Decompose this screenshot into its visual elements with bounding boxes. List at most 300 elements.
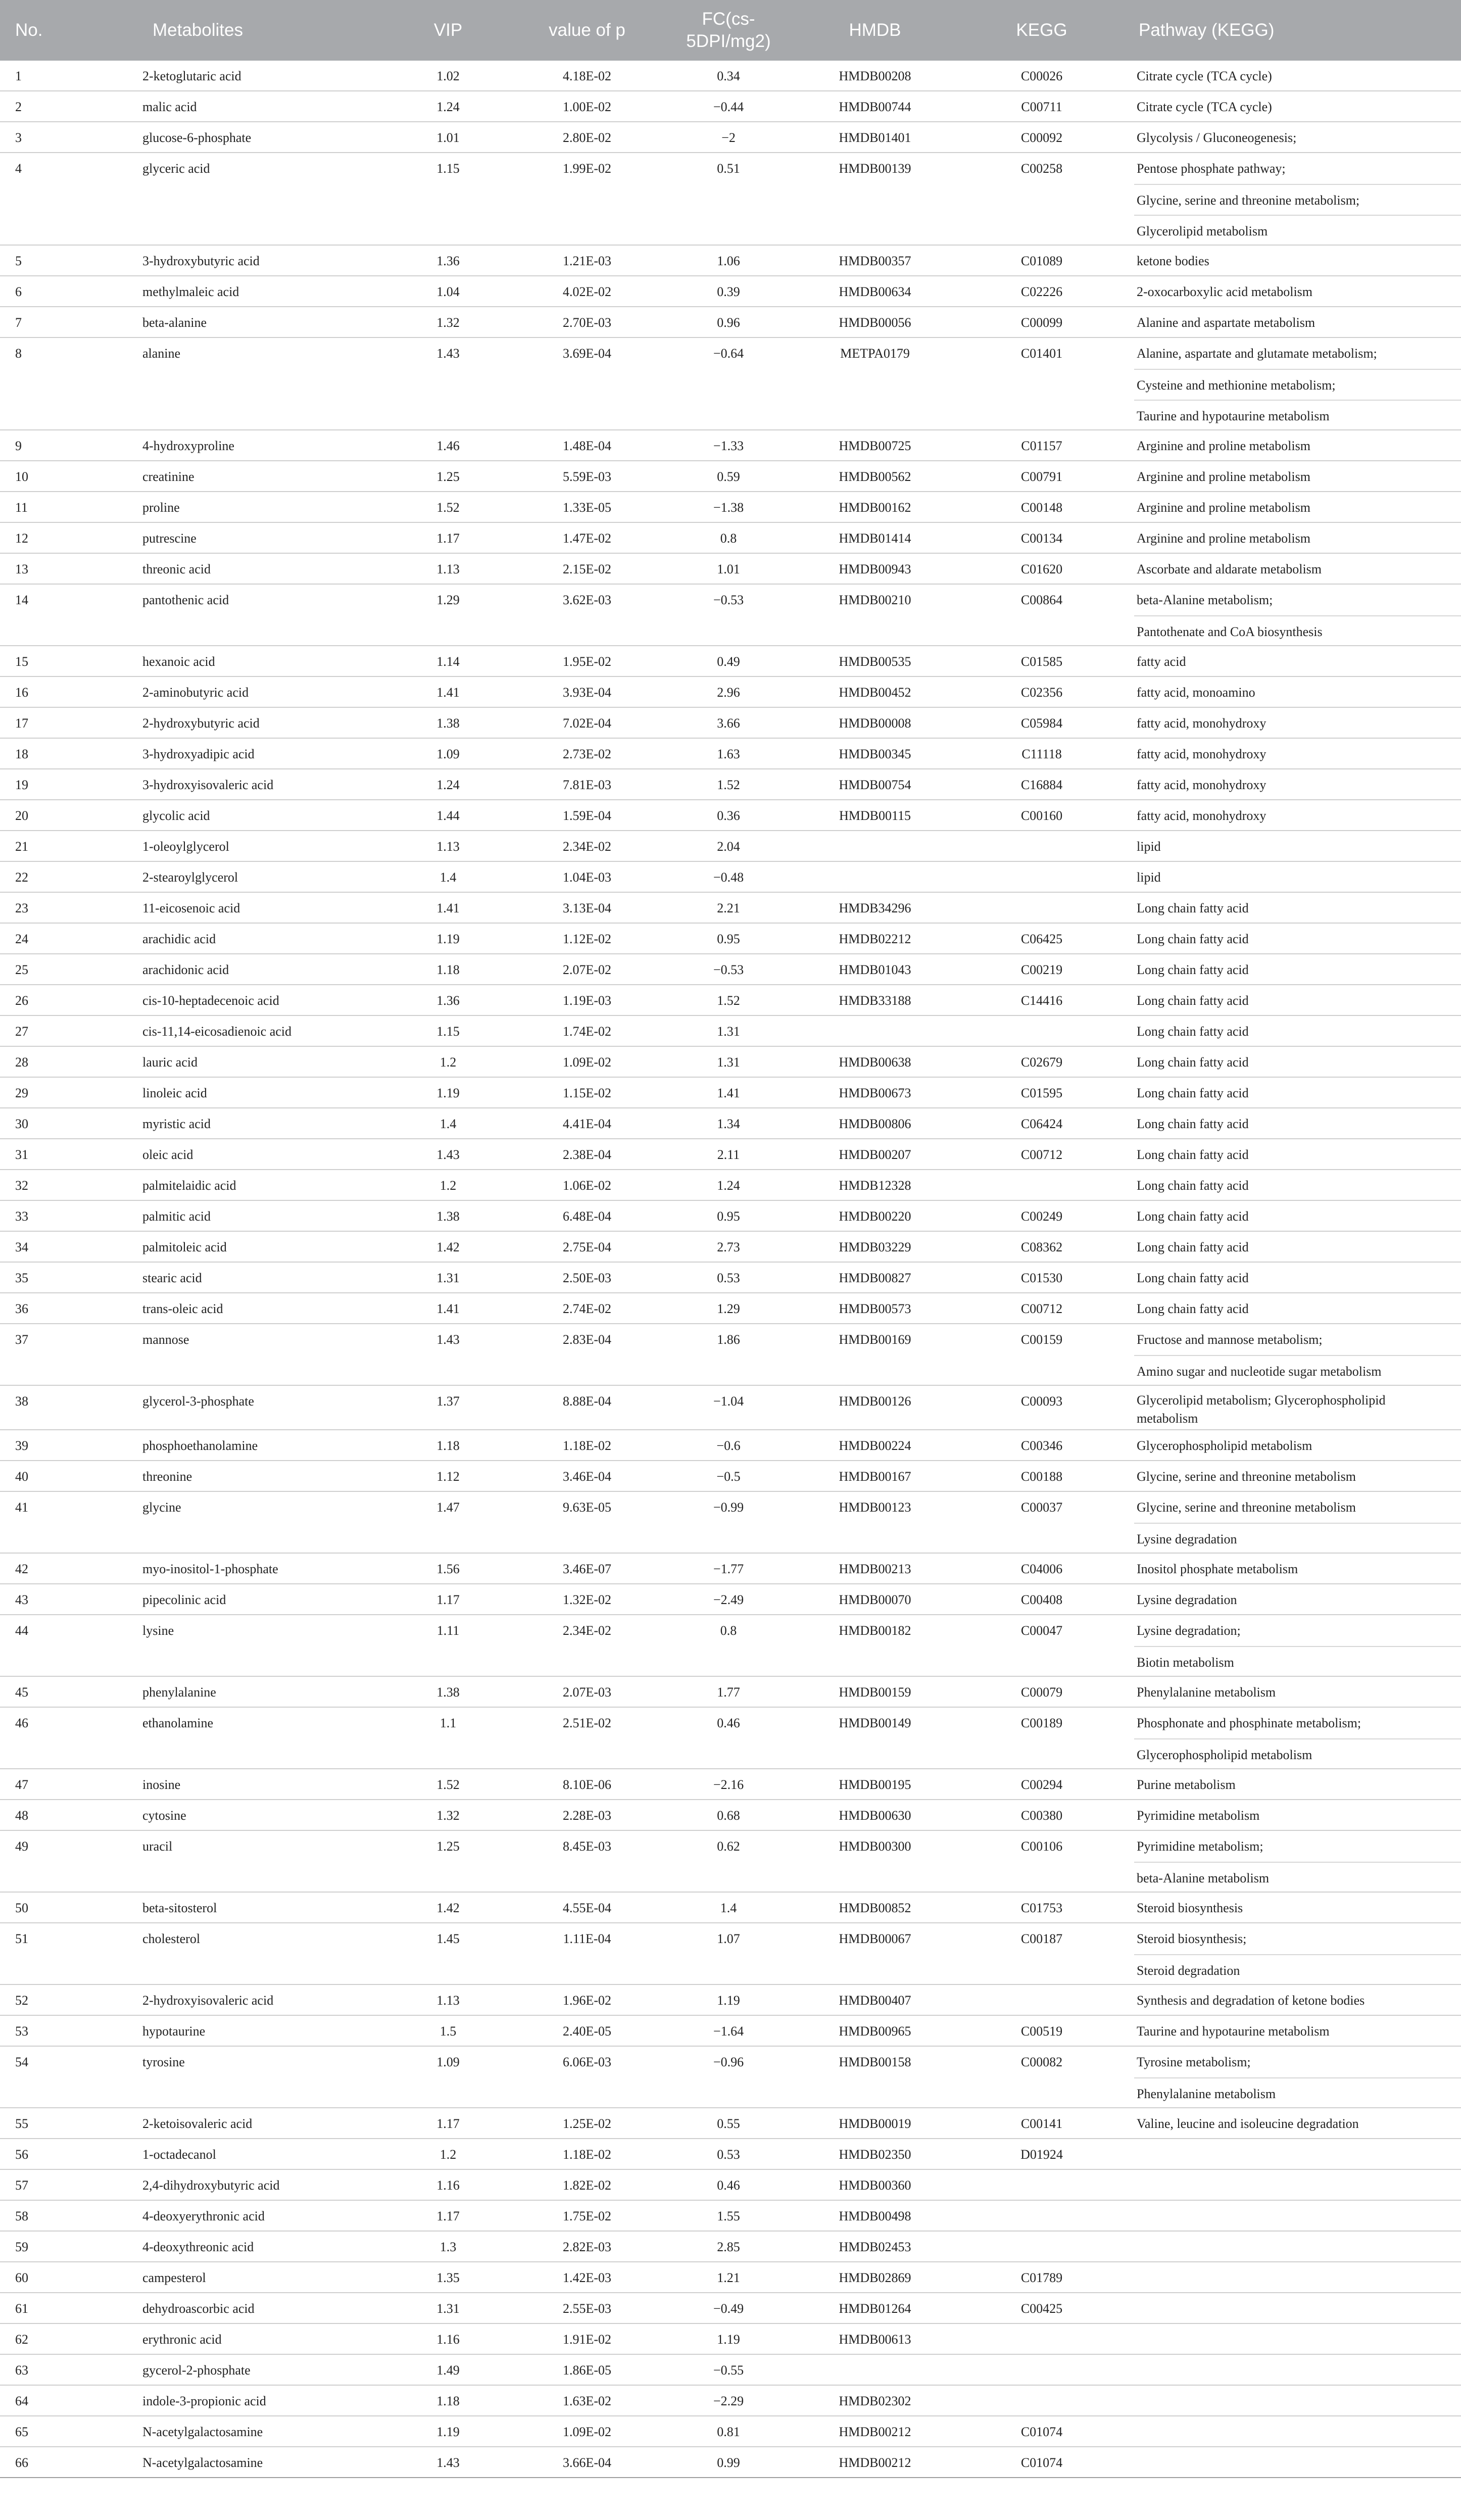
col-header-metabolites: Metabolites [153, 20, 243, 40]
cell-name: cholesterol [142, 1931, 201, 1946]
cell-fc: 0.68 [717, 1808, 740, 1823]
table-row [0, 246, 1461, 276]
cell-fc: 1.19 [717, 1993, 740, 2008]
cell-kegg: C00864 [1020, 593, 1063, 607]
cell-p: 2.83E-04 [562, 1332, 612, 1347]
cell-name: inosine [142, 1777, 181, 1792]
cell-p: 1.32E-02 [562, 1592, 612, 1607]
cell-no: 12 [15, 531, 28, 546]
cell-hmdb: HMDB00162 [839, 500, 911, 515]
cell-no: 61 [15, 2301, 28, 2316]
cell-pathway [1134, 1108, 1461, 1139]
pathway-entry: Inositol phosphate metabolism [1137, 1562, 1298, 1576]
cell-fc: −1.04 [713, 1394, 744, 1409]
cell-name: glycine [142, 1500, 181, 1515]
cell-kegg: C00159 [1020, 1332, 1063, 1347]
cell-p: 2.34E-02 [562, 839, 612, 854]
cell-name: palmitoleic acid [142, 1240, 227, 1254]
cell-hmdb: HMDB33188 [839, 993, 911, 1008]
cell-vip: 1.13 [436, 839, 460, 854]
pathway-entry: Purine metabolism [1137, 1777, 1236, 1792]
cell-name: cytosine [142, 1808, 186, 1823]
cell-vip: 1.2 [440, 1055, 457, 1070]
cell-p: 8.10E-06 [562, 1777, 612, 1792]
cell-vip: 1.43 [436, 1147, 460, 1162]
cell-p: 1.06E-02 [562, 1178, 612, 1193]
pathway-entry: Citrate cycle (TCA cycle) [1137, 100, 1272, 114]
cell-pathway [1134, 1492, 1461, 1554]
table-row [0, 2139, 1461, 2170]
cell-name: lysine [142, 1623, 174, 1638]
cell-fc: 1.06 [717, 254, 740, 268]
cell-no: 22 [15, 870, 28, 885]
cell-vip: 1.5 [440, 2024, 457, 2039]
cell-vip: 1.12 [436, 1469, 460, 1484]
cell-pathway [1134, 677, 1461, 708]
cell-name: 11-eicosenoic acid [142, 901, 240, 915]
table-row [0, 523, 1461, 554]
pathway-entry: Pyrimidine metabolism [1137, 1808, 1260, 1823]
cell-hmdb: HMDB00123 [839, 1500, 911, 1515]
cell-kegg: C00106 [1020, 1839, 1063, 1854]
cell-p: 1.00E-02 [562, 100, 612, 114]
cell-vip: 1.15 [436, 161, 460, 176]
cell-hmdb: HMDB00212 [839, 2455, 911, 2470]
cell-fc: 0.51 [717, 161, 740, 176]
cell-name: erythronic acid [142, 2332, 222, 2347]
cell-vip: 1.42 [436, 1901, 460, 1915]
cell-fc: −2.16 [713, 1777, 744, 1792]
cell-kegg: C01089 [1020, 254, 1063, 268]
cell-fc: 3.66 [717, 716, 740, 731]
cell-no: 19 [15, 778, 28, 792]
pathway-entry: 2-oxocarboxylic acid metabolism [1137, 284, 1313, 299]
cell-kegg: C01595 [1020, 1086, 1063, 1100]
table-row [0, 1923, 1461, 1985]
cell-fc: 2.21 [717, 901, 740, 915]
cell-pathway [1134, 800, 1461, 831]
cell-p: 8.88E-04 [562, 1394, 612, 1409]
pathway-entry: Long chain fatty acid [1137, 1178, 1249, 1193]
cell-pathway [1134, 2016, 1461, 2047]
cell-name: methylmaleic acid [142, 284, 239, 299]
cell-no: 40 [15, 1469, 28, 1484]
table-row [0, 430, 1461, 461]
table-row [0, 769, 1461, 800]
cell-name: N-acetylgalactosamine [142, 2425, 263, 2439]
cell-pathway [1134, 61, 1461, 91]
pathway-entry: Lysine degradation [1137, 1592, 1237, 1607]
cell-p: 1.95E-02 [562, 654, 612, 669]
cell-vip: 1.01 [436, 130, 460, 145]
cell-p: 2.40E-05 [562, 2024, 612, 2039]
cell-pathway [1134, 1615, 1461, 1677]
cell-pathway [1134, 1232, 1461, 1263]
pathway-entry [1134, 2262, 1461, 2293]
cell-name: creatinine [142, 469, 194, 484]
cell-vip: 1.36 [436, 254, 460, 268]
cell-name: 1-octadecanol [142, 2147, 216, 2162]
table-row [0, 2324, 1461, 2355]
cell-fc: 1.41 [717, 1086, 740, 1100]
cell-no: 41 [15, 1500, 28, 1515]
cell-vip: 1.32 [436, 315, 460, 330]
cell-kegg: C00791 [1020, 469, 1063, 484]
cell-fc: −0.53 [713, 962, 744, 977]
pathway-entry: Lysine degradation; [1137, 1623, 1241, 1638]
cell-hmdb: HMDB00207 [839, 1147, 911, 1162]
cell-fc: 2.11 [717, 1147, 740, 1162]
table-row [0, 954, 1461, 985]
table-row [0, 1293, 1461, 1324]
cell-pathway [1134, 461, 1461, 492]
cell-no: 7 [15, 315, 22, 330]
cell-kegg: C00134 [1020, 531, 1063, 546]
cell-hmdb: HMDB00126 [839, 1394, 911, 1409]
pathway-entry: beta-Alanine metabolism [1134, 1862, 1461, 1893]
cell-kegg: C00187 [1020, 1931, 1063, 1946]
table-row [0, 1677, 1461, 1708]
cell-pathway [1134, 430, 1461, 461]
pathway-entry: Long chain fatty acid [1137, 1024, 1249, 1039]
cell-fc: 1.24 [717, 1178, 740, 1193]
cell-no: 4 [15, 161, 22, 176]
pathway-entry: ketone bodies [1137, 254, 1209, 268]
cell-hmdb: HMDB00208 [839, 69, 911, 83]
cell-pathway [1134, 1985, 1461, 2016]
cell-hmdb: HMDB00634 [839, 284, 911, 299]
cell-p: 2.73E-02 [562, 747, 612, 761]
cell-fc: −1.64 [713, 2024, 744, 2039]
cell-p: 1.19E-03 [562, 993, 612, 1008]
cell-vip: 1.38 [436, 1209, 460, 1224]
cell-pathway [1134, 1078, 1461, 1108]
pathway-entry [1134, 2170, 1461, 2201]
cell-fc: 1.31 [717, 1024, 740, 1039]
cell-no: 49 [15, 1839, 28, 1854]
cell-pathway [1134, 554, 1461, 585]
cell-name: palmitelaidic acid [142, 1178, 236, 1193]
cell-vip: 1.16 [436, 2178, 460, 2193]
pathway-entry: Glycolysis / Gluconeogenesis; [1137, 130, 1297, 145]
cell-name: malic acid [142, 100, 197, 114]
pathway-entry: Long chain fatty acid [1137, 1271, 1249, 1285]
cell-vip: 1.25 [436, 469, 460, 484]
table-row [0, 1893, 1461, 1923]
cell-hmdb: HMDB00630 [839, 1808, 911, 1823]
cell-fc: 2.85 [717, 2240, 740, 2254]
cell-fc: 1.52 [717, 778, 740, 792]
pathway-entry [1134, 2355, 1461, 2386]
cell-no: 8 [15, 346, 22, 361]
cell-fc: 0.8 [720, 1623, 737, 1638]
cell-no: 28 [15, 1055, 28, 1070]
table-row [0, 1584, 1461, 1615]
cell-kegg: C14416 [1020, 993, 1063, 1008]
pathway-entry: fatty acid [1137, 654, 1186, 669]
cell-vip: 1.4 [440, 870, 457, 885]
cell-fc: 1.31 [717, 1055, 740, 1070]
table-row [0, 2170, 1461, 2201]
cell-name: glucose-6-phosphate [142, 130, 252, 145]
table-row [0, 2262, 1461, 2293]
cell-p: 1.96E-02 [562, 1993, 612, 2008]
table-row [0, 2447, 1461, 2478]
cell-kegg: C08362 [1020, 1240, 1063, 1254]
pathway-entry: Synthesis and degradation of ketone bodies [1137, 1993, 1365, 2008]
pathway-entry: Biotin metabolism [1134, 1646, 1461, 1677]
cell-p: 1.86E-05 [562, 2363, 612, 2378]
cell-fc: −1.77 [713, 1562, 744, 1576]
pathway-entry: Pyrimidine metabolism; [1137, 1839, 1263, 1854]
cell-hmdb: HMDB02350 [839, 2147, 911, 2162]
cell-vip: 1.25 [436, 1839, 460, 1854]
cell-p: 8.45E-03 [562, 1839, 612, 1854]
cell-hmdb: HMDB00210 [839, 593, 911, 607]
cell-p: 7.02E-04 [562, 716, 612, 731]
cell-name: 3-hydroxyisovaleric acid [142, 778, 274, 792]
cell-name: 2-aminobutyric acid [142, 685, 249, 700]
cell-p: 3.69E-04 [562, 346, 612, 361]
cell-name: arachidic acid [142, 932, 216, 946]
cell-name: 4-deoxyerythronic acid [142, 2209, 265, 2223]
cell-kegg: C00148 [1020, 500, 1063, 515]
cell-fc: −0.53 [713, 593, 744, 607]
cell-hmdb: HMDB34296 [839, 901, 911, 915]
cell-fc: 1.86 [717, 1332, 740, 1347]
cell-fc: 0.99 [717, 2455, 740, 2470]
pathway-entry: Long chain fatty acid [1137, 1117, 1249, 1131]
cell-pathway [1134, 646, 1461, 677]
pathway-entry: fatty acid, monohydroxy [1137, 778, 1267, 792]
cell-fc: 0.34 [717, 69, 740, 83]
cell-pathway [1134, 307, 1461, 338]
pathway-entry: Long chain fatty acid [1137, 1209, 1249, 1224]
cell-kegg: C00408 [1020, 1592, 1063, 1607]
cell-name: hexanoic acid [142, 654, 215, 669]
cell-pathway [1134, 1047, 1461, 1078]
cell-no: 54 [15, 2055, 28, 2069]
cell-vip: 1.36 [436, 993, 460, 1008]
cell-vip: 1.1 [440, 1716, 457, 1730]
cell-kegg: C01789 [1020, 2270, 1063, 2285]
cell-name: N-acetylgalactosamine [142, 2455, 263, 2470]
cell-pathway [1134, 2232, 1461, 2262]
cell-p: 3.93E-04 [562, 685, 612, 700]
col-header-no: No. [15, 20, 43, 40]
cell-vip: 1.17 [436, 2209, 460, 2223]
pathway-entry: Pentose phosphate pathway; [1137, 161, 1286, 176]
cell-kegg: C00093 [1020, 1394, 1063, 1409]
cell-fc: 0.53 [717, 1271, 740, 1285]
table-row [0, 122, 1461, 153]
table-header [0, 0, 1461, 61]
cell-hmdb: HMDB00613 [839, 2332, 911, 2347]
cell-hmdb: HMDB00300 [839, 1839, 911, 1854]
cell-kegg: C01401 [1020, 346, 1063, 361]
cell-p: 1.09E-02 [562, 2425, 612, 2439]
cell-vip: 1.02 [436, 69, 460, 83]
pathway-entry [1134, 2416, 1461, 2447]
cell-no: 47 [15, 1777, 28, 1792]
cell-hmdb: HMDB01414 [839, 531, 911, 546]
cell-pathway [1134, 739, 1461, 769]
col-header-hmdb: HMDB [849, 20, 901, 40]
table-row [0, 1108, 1461, 1139]
cell-name: myo-inositol-1-phosphate [142, 1562, 278, 1576]
cell-pathway [1134, 153, 1461, 246]
cell-p: 3.46E-04 [562, 1469, 612, 1484]
cell-fc: −0.96 [713, 2055, 744, 2069]
cell-name: gycerol-2-phosphate [142, 2363, 251, 2378]
cell-p: 2.55E-03 [562, 2301, 612, 2316]
pathway-entry: fatty acid, monohydroxy [1137, 716, 1267, 731]
cell-pathway [1134, 1170, 1461, 1201]
col-header-pathway: Pathway (KEGG) [1139, 20, 1275, 40]
cell-vip: 1.35 [436, 2270, 460, 2285]
cell-fc: −0.49 [713, 2301, 744, 2316]
cell-hmdb: HMDB00008 [839, 716, 911, 731]
cell-pathway [1134, 2108, 1461, 2139]
pathway-entry: Long chain fatty acid [1137, 962, 1249, 977]
cell-name: threonic acid [142, 562, 211, 576]
pathway-entry: fatty acid, monoamino [1137, 685, 1255, 700]
cell-no: 31 [15, 1147, 28, 1162]
cell-pathway [1134, 1893, 1461, 1923]
cell-vip: 1.37 [436, 1394, 460, 1409]
cell-pathway [1134, 893, 1461, 924]
table-row [0, 1263, 1461, 1293]
cell-p: 2.07E-02 [562, 962, 612, 977]
cell-hmdb: HMDB00212 [839, 2425, 911, 2439]
table-row [0, 862, 1461, 893]
cell-hmdb: HMDB00224 [839, 1438, 911, 1453]
cell-name: lauric acid [142, 1055, 198, 1070]
cell-vip: 1.2 [440, 2147, 457, 2162]
cell-hmdb: HMDB00965 [839, 2024, 911, 2039]
cell-p: 4.02E-02 [562, 284, 612, 299]
cell-hmdb: HMDB00827 [839, 1271, 911, 1285]
cell-pathway [1134, 1139, 1461, 1170]
cell-pathway [1134, 1293, 1461, 1324]
cell-name: uracil [142, 1839, 173, 1854]
pathway-entry: Long chain fatty acid [1137, 1301, 1249, 1316]
cell-hmdb: HMDB00725 [839, 439, 911, 453]
cell-no: 62 [15, 2332, 28, 2347]
cell-hmdb: HMDB00213 [839, 1562, 911, 1576]
cell-fc: 0.49 [717, 654, 740, 669]
cell-hmdb: HMDB00345 [839, 747, 911, 761]
cell-fc: 0.96 [717, 315, 740, 330]
pathway-entry: Long chain fatty acid [1137, 1240, 1249, 1254]
cell-fc: 1.55 [717, 2209, 740, 2223]
pathway-entry: lipid [1137, 870, 1161, 885]
cell-p: 1.74E-02 [562, 1024, 612, 1039]
cell-hmdb: HMDB00943 [839, 562, 911, 576]
cell-kegg: C02226 [1020, 284, 1063, 299]
cell-pathway [1134, 1386, 1461, 1428]
cell-kegg: C00188 [1020, 1469, 1063, 1484]
cell-name: beta-sitosterol [142, 1901, 217, 1915]
pathway-entry: Citrate cycle (TCA cycle) [1137, 69, 1272, 83]
pathway-entry: Phenylalanine metabolism [1137, 1685, 1276, 1700]
cell-no: 42 [15, 1562, 28, 1576]
cell-pathway [1134, 924, 1461, 954]
cell-name: 3-hydroxybutyric acid [142, 254, 260, 268]
cell-kegg: C01530 [1020, 1271, 1063, 1285]
cell-hmdb: METPA0179 [840, 346, 910, 361]
cell-kegg: C00141 [1020, 2116, 1063, 2131]
cell-no: 23 [15, 901, 28, 915]
cell-no: 44 [15, 1623, 28, 1638]
cell-fc: −0.99 [713, 1500, 744, 1515]
cell-hmdb: HMDB00562 [839, 469, 911, 484]
cell-hmdb: HMDB02212 [839, 932, 911, 946]
cell-vip: 1.24 [436, 778, 460, 792]
cell-pathway [1134, 2170, 1461, 2201]
cell-hmdb: HMDB00638 [839, 1055, 911, 1070]
cell-hmdb: HMDB00498 [839, 2209, 911, 2223]
cell-p: 1.63E-02 [562, 2394, 612, 2408]
cell-no: 9 [15, 439, 22, 453]
cell-hmdb: HMDB00452 [839, 685, 911, 700]
cell-kegg: C00099 [1020, 315, 1063, 330]
pathway-entry: Tyrosine metabolism; [1137, 2055, 1251, 2069]
cell-name: dehydroascorbic acid [142, 2301, 255, 2316]
table-row [0, 800, 1461, 831]
cell-hmdb: HMDB03229 [839, 1240, 911, 1254]
cell-kegg: C00092 [1020, 130, 1063, 145]
table-row [0, 461, 1461, 492]
cell-name: palmitic acid [142, 1209, 211, 1224]
cell-name: proline [142, 500, 180, 515]
cell-kegg: C00249 [1020, 1209, 1063, 1224]
cell-p: 1.48E-04 [562, 439, 612, 453]
pathway-entry: Glycerolipid metabolism [1134, 215, 1461, 246]
cell-pathway [1134, 1554, 1461, 1584]
cell-no: 58 [15, 2209, 28, 2223]
cell-p: 4.18E-02 [562, 69, 612, 83]
cell-no: 26 [15, 993, 28, 1008]
pathway-entry: Long chain fatty acid [1137, 932, 1249, 946]
cell-name: cis-10-heptadecenoic acid [142, 993, 279, 1008]
cell-fc: 1.63 [717, 747, 740, 761]
cell-p: 2.07E-03 [562, 1685, 612, 1700]
cell-hmdb: HMDB00056 [839, 315, 911, 330]
cell-name: hypotaurine [142, 2024, 206, 2039]
cell-p: 3.62E-03 [562, 593, 612, 607]
cell-no: 65 [15, 2425, 28, 2439]
cell-kegg: C00519 [1020, 2024, 1063, 2039]
cell-vip: 1.09 [436, 2055, 460, 2069]
table-row [0, 585, 1461, 646]
cell-p: 1.09E-02 [562, 1055, 612, 1070]
cell-pathway [1134, 2324, 1461, 2355]
cell-no: 56 [15, 2147, 28, 2162]
cell-no: 59 [15, 2240, 28, 2254]
cell-hmdb: HMDB00019 [839, 2116, 911, 2131]
cell-hmdb: HMDB00407 [839, 1993, 911, 2008]
cell-kegg: C06425 [1020, 932, 1063, 946]
cell-fc: −0.6 [716, 1438, 741, 1453]
cell-pathway [1134, 2416, 1461, 2447]
pathway-entry: Long chain fatty acid [1137, 1147, 1249, 1162]
table-row [0, 338, 1461, 430]
cell-name: trans-oleic acid [142, 1301, 223, 1316]
pathway-entry: Glycerophospholipid metabolism [1137, 1438, 1312, 1453]
cell-no: 27 [15, 1024, 28, 1039]
cell-fc: 2.96 [717, 685, 740, 700]
